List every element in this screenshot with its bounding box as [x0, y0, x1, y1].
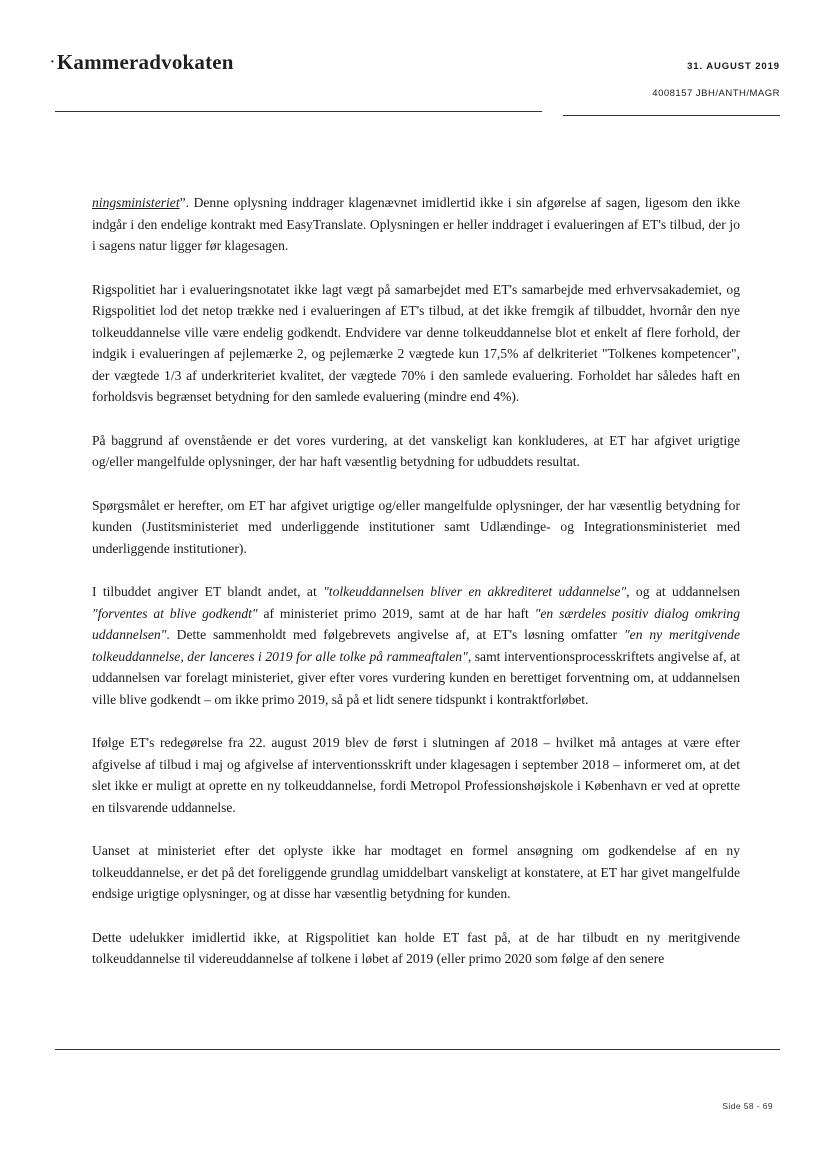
quote-4: "en ny meritgivende tolkeuddannelse, der lanceres i 2019 for alle tolke på rammeaftalen"	[92, 627, 740, 664]
paragraph-7: Uanset at ministeriet efter det oplyste ikke har modtaget en formel ansøgning om godkendelse af en ny tolkeuddannelse, er det på det foreliggende grundlag umiddelbart vanskeligt at konstatere, at ET har givet mangelfulde endsige urigtige oplysninger, og at disse har væsentlig betydning for kunden.	[92, 843, 740, 901]
paragraph-5-text-5: , samt interventionsprocesskriftets angivelse af, at uddannelsen var forelagt ministeriet, giver efter vores vurdering kunden en berettiget forventning om, at uddannelsen ville blive godkendt – om ikke primo 2019, så på et lidt senere tidspunkt i kontraktforløbet.	[92, 648, 740, 707]
paragraph-5	[92, 581, 740, 710]
paragraph-1-text: ”. Denne oplysning inddrager klagenævnet imidlertid ikke i sin afgørelse af sagen, ligesom den ikke indgår i den endelige kontrakt med EasyTranslate. Oplysningen er heller inddraget i evalueringen af ET's tilbud, der jo i sagens natur ligger før klagesagen.	[92, 195, 740, 253]
document-body	[92, 192, 740, 992]
document-reference: 4008157 JBH/ANTH/MAGR	[652, 88, 780, 99]
logo-mark: ·	[50, 55, 55, 70]
quote-2: "forventes at blive godkendt"	[92, 605, 258, 621]
paragraph-5-text-4: . Dette sammenholdt med følgebrevets angivelse af, at ET's løsning omfatter	[166, 627, 624, 642]
paragraph-2: Rigspolitiet har i evalueringsnotatet ikke lagt vægt på samarbejdet med ET's samarbejde med erhvervsakademiet, og Rigspolitiet lod det netop trække ned i evalueringen af ET's tilbud, at det ikke fremgik af tilbuddet, hvornår den nye tolkeuddannelse ville være endelig godkendt. Endvidere var denne tolkeuddannelse blot et enkelt af flere forhold, der indgik i evalueringen af pejlemærke 2, og pejlemærke 2 vægtede kun 17,5% af delkriteriet "Tolkenes kompetencer", der vægtede 1/3 af underkriteriet kvalitet, der vægtede 70% i den samlede evaluering. Forholdet har således haft en forholdsvis begrænset betydning for den samlede evaluering (mindre end 4%).	[92, 281, 740, 404]
page-header	[0, 0, 828, 130]
paragraph-6: Ifølge ET's redegørelse fra 22. august 2019 blev de først i slutningen af 2018 – hvilket må antages at være efter afgivelse af tilbud i maj og afgivelse af interventionsskrift under klagesagen i september 2018 – informeret om, at det slet ikke er muligt at oprette en ny tolkeuddannelse, fordi Metropol Professionshøjskole i København er ved at oprette en tilsvarende uddannelse.	[92, 735, 740, 815]
paragraph-8: Dette udelukker imidlertid ikke, at Rigspolitiet kan holde ET fast på, at de har tilbudt en ny meritgivende tolkeuddannelse til videreuddannelse af tolkene i løbet af 2019 (eller primo 2020 som følge af den senere	[92, 929, 740, 966]
header-rule-right	[563, 115, 780, 116]
page-number: Side 58 - 69	[722, 1101, 773, 1111]
paragraph-5-text-2: , og at uddannelsen	[626, 584, 740, 599]
firm-logo	[50, 50, 234, 75]
header-rule-left	[55, 111, 542, 112]
continued-emphasis: ningsministeriet	[92, 195, 180, 210]
paragraph-5-text-1: I tilbuddet angiver ET blandt andet, at	[92, 584, 324, 599]
firm-name: Kammeradvokaten	[56, 50, 234, 74]
footer-rule	[55, 1049, 780, 1050]
quote-1: "tolkeuddannelsen bliver en akkrediteret uddannelse"	[323, 584, 627, 599]
quote-3: "en særdeles positiv dialog omkring uddannelsen"	[92, 605, 740, 642]
paragraph-1	[92, 192, 740, 257]
paragraph-3: På baggrund af ovenstående er det vores vurdering, at det vanskeligt kan konkluderes, at ET har afgivet urigtige og/eller mangelfulde oplysninger, der har haft væsentlig betydning for udbuddets resultat.	[92, 432, 740, 469]
document-date: 31. AUGUST 2019	[687, 61, 780, 72]
paragraph-5-text-3: af ministeriet primo 2019, samt at de har haft	[257, 605, 535, 621]
paragraph-4: Spørgsmålet er herefter, om ET har afgivet urigtige og/eller mangelfulde oplysninger, der har væsentlig betydning for kunden (Justitsministeriet med underliggende institutioner samt Udlændinge- og Integrationsministeriet med underliggende institutioner).	[92, 497, 740, 556]
